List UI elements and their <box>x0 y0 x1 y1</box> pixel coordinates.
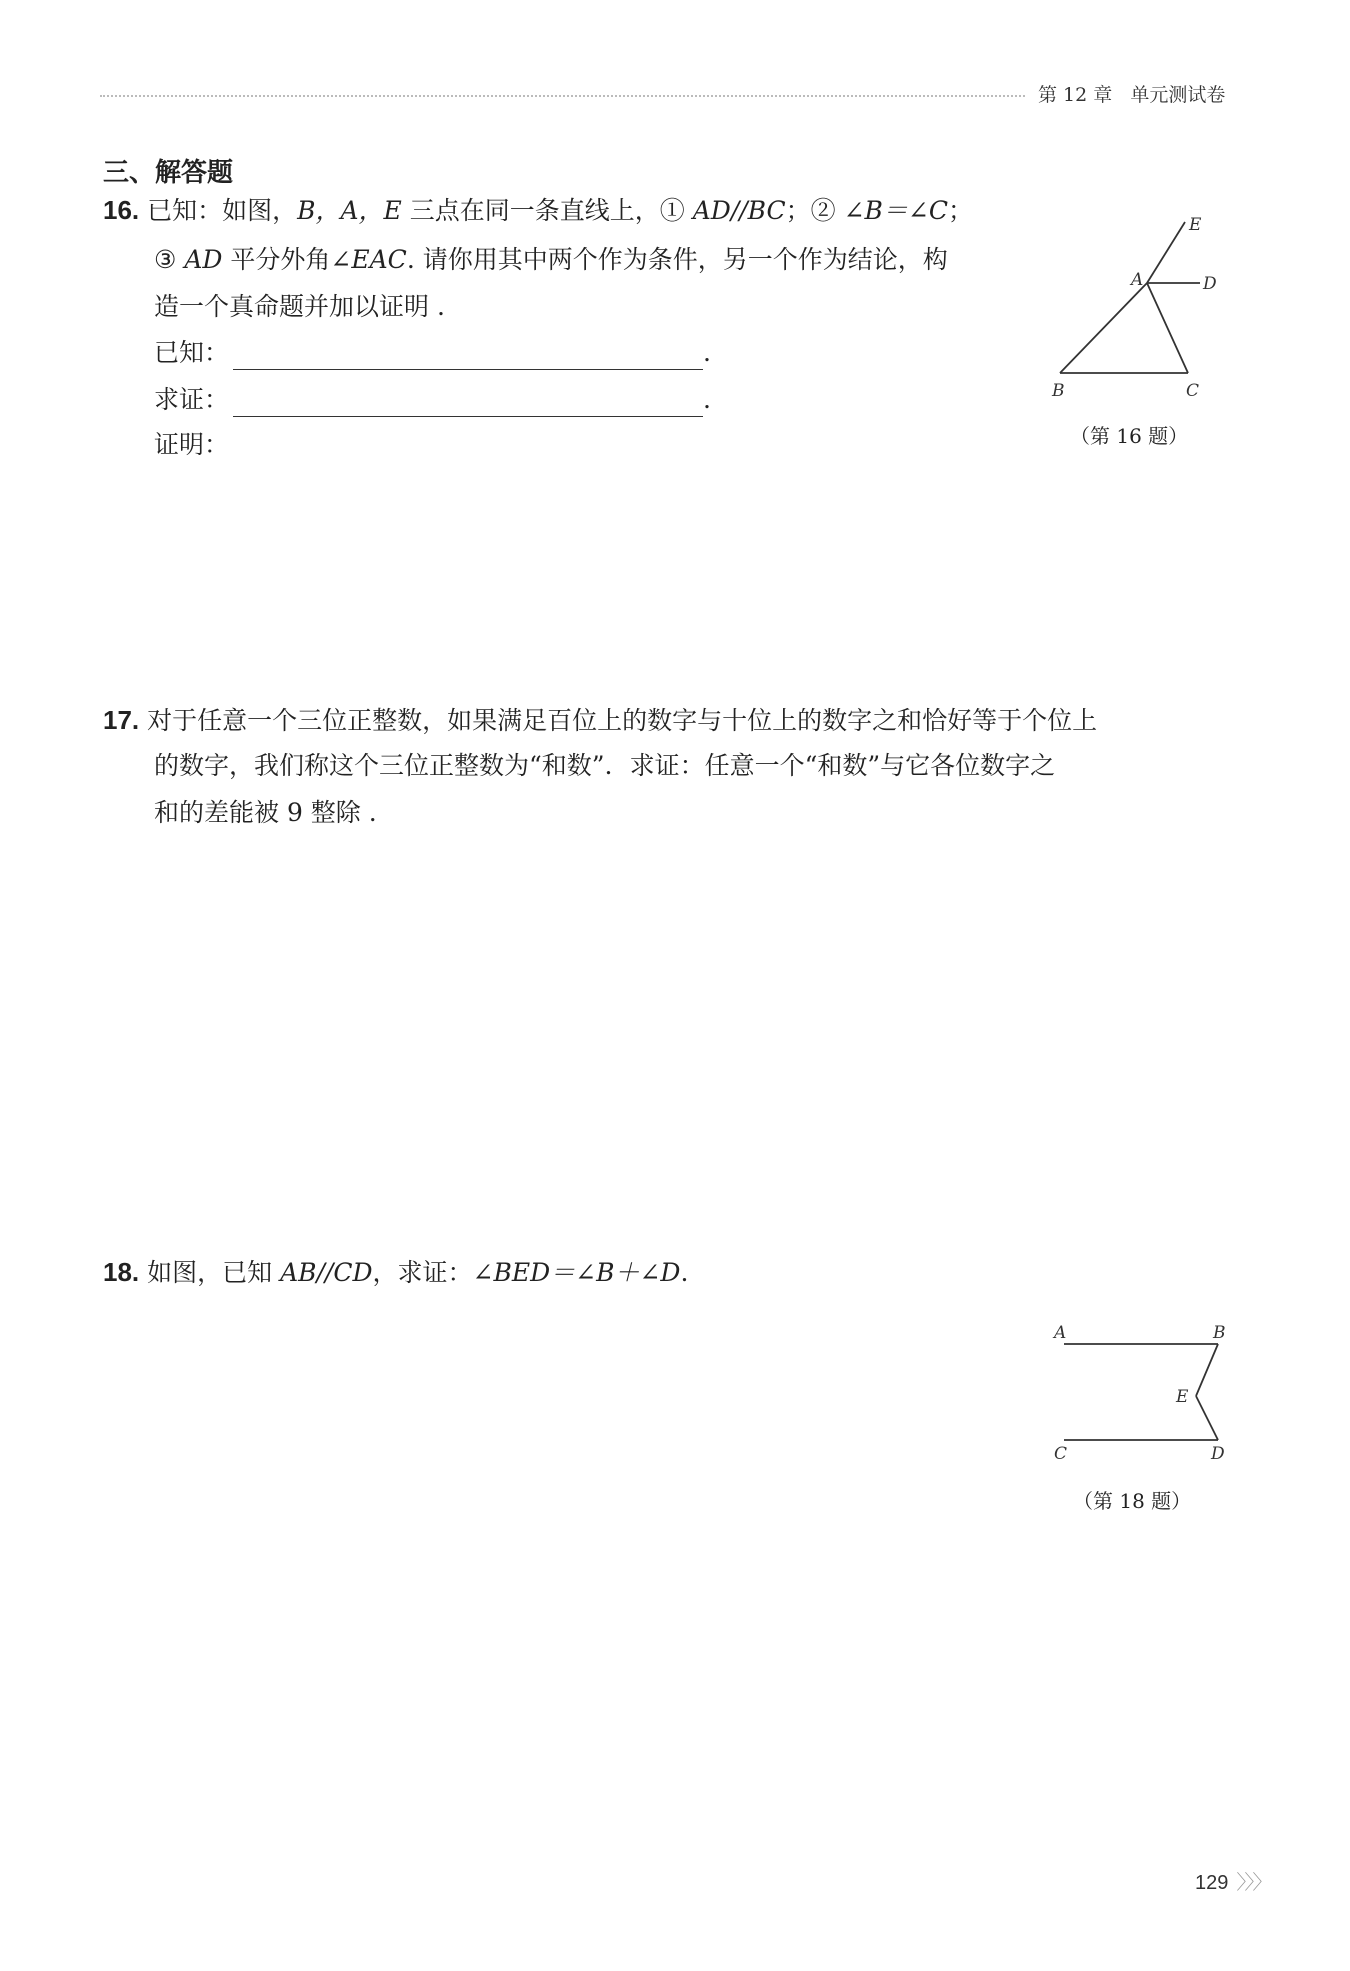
page-number <box>1195 1866 1270 1895</box>
q16-known-label: 已知： <box>154 338 230 367</box>
q16-line-1: 16. 已知：如图，B，A，E 三点在同一条直线上，① AD//BC；② ∠B＝∠C； <box>103 195 974 225</box>
q16-prove-label: 求证： <box>154 385 230 414</box>
page-number-value: 129 <box>1195 1872 1229 1894</box>
section-title: 三、解答题 <box>103 158 234 188</box>
q18-number: 18. <box>103 1257 140 1287</box>
fig16-label-C: C <box>1186 381 1200 401</box>
fig16-label-B: B <box>1052 381 1065 401</box>
q16-figure <box>1040 210 1230 405</box>
fig16-label-D: D <box>1203 274 1217 294</box>
q16-prove-blank[interactable] <box>233 394 703 417</box>
fig16-segment-BA <box>1060 283 1147 373</box>
q18-caption: （第 18 题） <box>1073 1489 1192 1513</box>
fig16-segment-AE <box>1147 222 1185 283</box>
fig18-label-A: A <box>1054 1323 1067 1343</box>
fig18-segment-BE <box>1196 1344 1218 1396</box>
fig16-label-A: A <box>1131 270 1144 290</box>
header-rule <box>100 95 1025 97</box>
fig18-label-B: B <box>1213 1323 1226 1343</box>
fig16-label-E: E <box>1189 215 1202 235</box>
q17-line-1: 17. 对于任意一个三位正整数，如果满足百位上的数字与十位上的数字之和恰好等于个位上 <box>103 705 1098 735</box>
q17-line-2: 的数字，我们称这个三位正整数为“和数”．求证：任意一个“和数”与它各位数字之 <box>154 751 1056 780</box>
q18-line-1: 18. 如图，已知 AB//CD，求证：∠BED＝∠B＋∠D. <box>103 1257 689 1287</box>
fig18-label-E: E <box>1176 1387 1189 1407</box>
q16-known-blank[interactable] <box>233 347 703 370</box>
q16-proof-label: 证明： <box>154 430 230 459</box>
q17-line-3: 和的差能被 9 整除 . <box>154 798 377 827</box>
q17-number: 17. <box>103 705 140 735</box>
q18-figure <box>1040 1318 1240 1468</box>
fig18-label-D: D <box>1211 1444 1225 1464</box>
header-title: 单元测试卷 <box>1130 84 1226 106</box>
q16-number: 16. <box>103 195 140 225</box>
fig16-segment-AC <box>1147 283 1188 373</box>
fig18-label-C: C <box>1054 1444 1068 1464</box>
fig18-segment-ED <box>1196 1396 1218 1440</box>
q16-line-2: ③ AD 平分外角∠EAC. 请你用其中两个作为条件，另一个作为结论，构 <box>154 245 948 274</box>
q16-known-row: 已知： . <box>154 336 711 370</box>
q16-line-3: 造一个真命题并加以证明 . <box>154 292 445 321</box>
header-chapter: 第 12 章 <box>1038 84 1113 106</box>
q16-caption: （第 16 题） <box>1070 424 1189 448</box>
chevron-right-icon: 〉〉〉 <box>1236 1872 1271 1894</box>
running-header <box>1038 80 1225 107</box>
q16-prove-row: 求证： . <box>154 383 711 417</box>
